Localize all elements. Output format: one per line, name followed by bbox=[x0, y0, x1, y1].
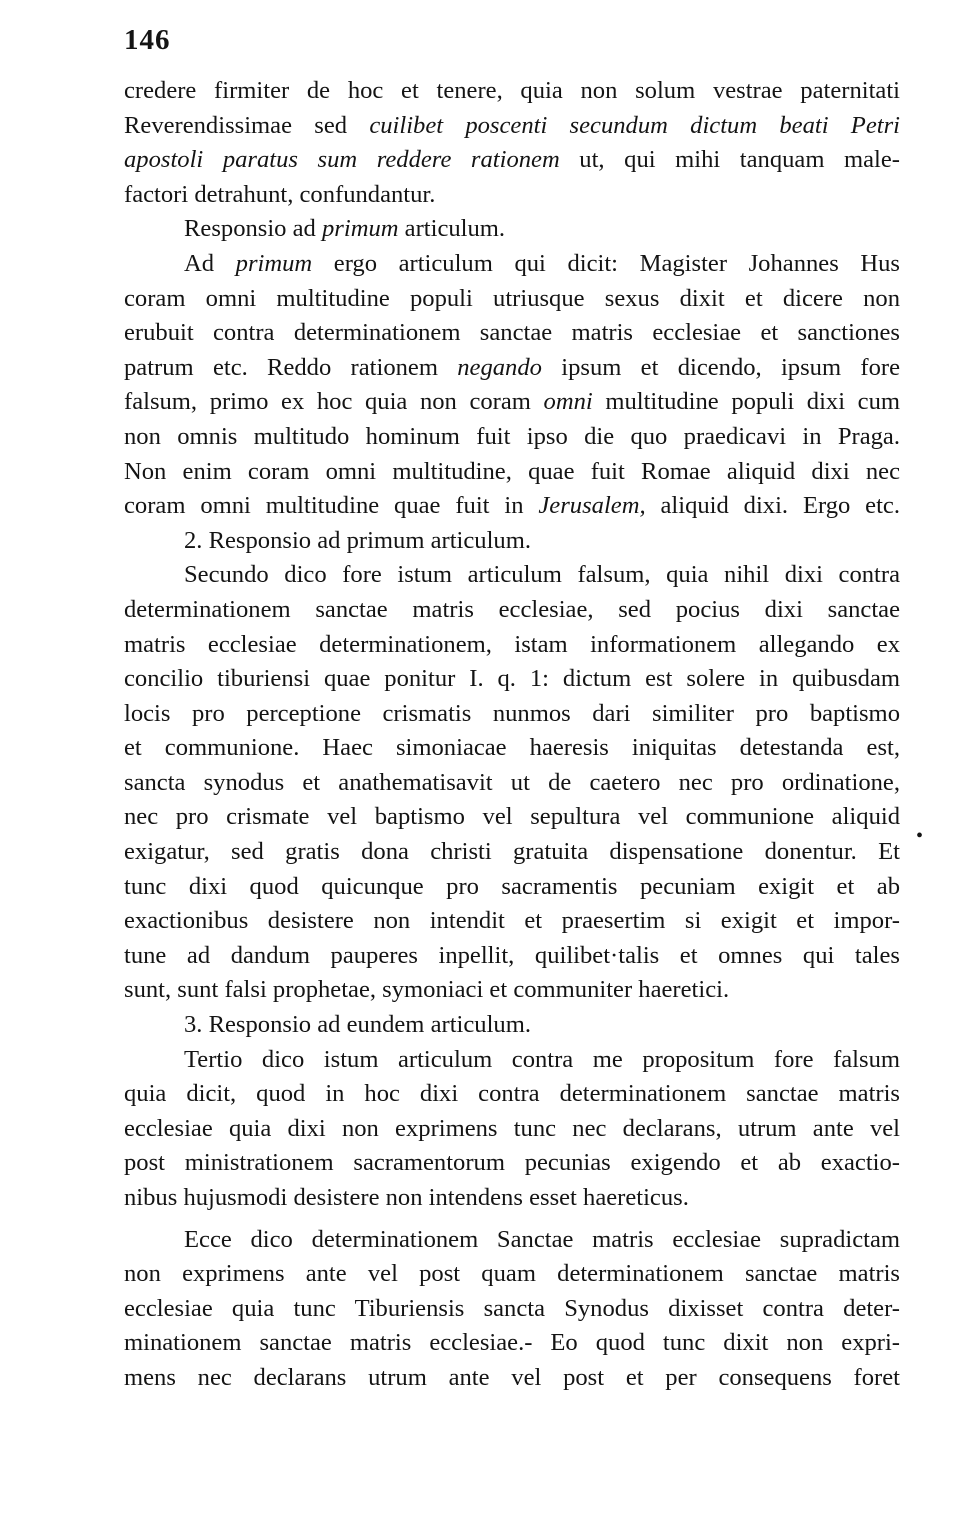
italic-text: negando bbox=[457, 353, 542, 381]
text-line bbox=[124, 800, 900, 835]
text-line bbox=[124, 74, 900, 109]
text-line bbox=[124, 731, 900, 766]
text-line bbox=[124, 939, 900, 974]
italic-text: apostoli paratus sum reddere rationem bbox=[124, 146, 560, 174]
text-segment: non omnis multitudo hominum fuit ipso die quo praedicavi in Praga. bbox=[124, 422, 900, 450]
text-line bbox=[124, 143, 900, 178]
text-segment: ecclesiae quia dixi non exprimens tunc nec declarans, utrum ante vel bbox=[124, 1114, 900, 1142]
text-line bbox=[124, 316, 900, 351]
text-segment: credere firmiter de hoc et tenere, quia non solum vestrae paternitati bbox=[124, 77, 900, 104]
text-line bbox=[124, 351, 900, 386]
text-line bbox=[124, 697, 900, 732]
text-segment: Responsio ad bbox=[184, 215, 322, 243]
text-line bbox=[124, 1043, 900, 1078]
text-line bbox=[124, 1292, 900, 1327]
text-line bbox=[124, 420, 900, 455]
text-segment: determinationem sanctae matris ecclesiae, sed pocius dixi sanctae bbox=[124, 595, 900, 623]
text-segment: nibus hujusmodi desistere non intendens esset haereticus. bbox=[124, 1184, 689, 1211]
italic-text: primum bbox=[235, 249, 313, 277]
text-segment: ecclesiae quia tunc Tiburiensis sancta Synodus dixisset contra deter- bbox=[124, 1294, 900, 1322]
text-segment: Tertio dico istum articulum contra me propositum fore falsum bbox=[184, 1045, 900, 1073]
text-line bbox=[124, 870, 900, 905]
text-segment: Secundo dico fore istum articulum falsum, quia nihil dixi contra bbox=[184, 561, 900, 589]
text-segment: patrum etc. Reddo rationem bbox=[124, 353, 458, 381]
margin-mark: • bbox=[916, 825, 924, 847]
text-line bbox=[124, 628, 900, 663]
text-segment: ut, qui mihi tanquam male- bbox=[559, 146, 900, 174]
text-segment: exactionibus desistere non intendit et praesertim si exigit et impor- bbox=[124, 907, 900, 935]
text-segment: 2. Responsio ad primum articulum. bbox=[184, 526, 532, 554]
text-segment: aliquid dixi. Ergo etc. bbox=[645, 492, 900, 520]
text-segment: Reverendissimae sed bbox=[124, 111, 370, 139]
text-segment: locis pro perceptione crismatis nunmos dari similiter pro baptismo bbox=[124, 699, 900, 727]
text-segment: multitudine populi dixi cum bbox=[592, 388, 900, 416]
text-segment: matris ecclesiae determinationem, istam informationem allegando ex bbox=[124, 630, 900, 658]
body-text bbox=[124, 74, 900, 1396]
text-segment: non exprimens ante vel post quam determinationem sanctae matris bbox=[124, 1260, 900, 1288]
text-segment: nec pro crismate vel baptismo vel sepultura vel communione aliquid bbox=[124, 803, 900, 831]
text-line bbox=[124, 524, 900, 559]
text-line bbox=[124, 1361, 900, 1396]
text-line bbox=[124, 1223, 900, 1258]
text-line bbox=[124, 558, 900, 593]
text-segment: sunt, sunt falsi prophetae, symoniaci et communiter haeretici. bbox=[124, 976, 730, 1004]
text-segment: concilio tiburiensi quae ponitur I. q. 1: dictum est solere in quibusdam bbox=[124, 665, 900, 693]
italic-text: omni bbox=[543, 388, 593, 416]
text-segment: minationem sanctae matris ecclesiae.- Eo quod tunc dixit non expri- bbox=[124, 1329, 900, 1357]
text-segment: 3. Responsio ad eundem articulum. bbox=[184, 1011, 531, 1039]
text-line bbox=[124, 455, 900, 490]
italic-text: Jerusalem, bbox=[538, 492, 646, 520]
text-line bbox=[124, 178, 900, 213]
text-line bbox=[124, 835, 900, 870]
text-line bbox=[124, 904, 900, 939]
text-line bbox=[124, 1326, 900, 1361]
text-segment: tunc dixi quod quicunque pro sacramentis pecuniam exigit et ab bbox=[124, 872, 900, 900]
text-segment: et communione. Haec simoniacae haeresis iniquitas detestanda est, bbox=[124, 734, 900, 762]
italic-text: cuilibet poscenti secundum dictum beati Petri bbox=[369, 111, 900, 139]
text-line bbox=[124, 1146, 900, 1181]
text-segment: sancta synodus et anathematisavit ut de caetero nec pro ordinatione, bbox=[124, 768, 900, 796]
text-line bbox=[124, 489, 900, 524]
page-number: 146 bbox=[124, 24, 171, 56]
text-line bbox=[124, 1077, 900, 1112]
text-segment: mens nec declarans utrum ante vel post et per consequens foret bbox=[124, 1363, 900, 1391]
text-line bbox=[124, 1181, 900, 1216]
text-line bbox=[124, 1112, 900, 1147]
text-line bbox=[124, 385, 900, 420]
text-segment: factori detrahunt, confundantur. bbox=[124, 180, 436, 208]
text-segment: erubuit contra determinationem sanctae matris ecclesiae et sanctiones bbox=[124, 319, 900, 347]
text-line bbox=[124, 247, 900, 282]
text-line bbox=[124, 1008, 900, 1043]
text-line bbox=[124, 282, 900, 317]
text-line bbox=[124, 662, 900, 697]
text-line bbox=[124, 109, 900, 144]
text-segment: quia dicit, quod in hoc dixi contra determinationem sanctae matris bbox=[124, 1080, 900, 1108]
text-segment: exigatur, sed gratis dona christi gratuita dispensatione donentur. Et bbox=[124, 838, 900, 866]
text-segment: falsum, primo ex hoc quia non coram bbox=[124, 388, 544, 416]
italic-text: primum bbox=[322, 215, 399, 243]
text-segment: Ecce dico determinationem Sanctae matris ecclesiae supradictam bbox=[184, 1225, 900, 1253]
text-line bbox=[124, 212, 900, 247]
text-line bbox=[124, 1257, 900, 1292]
text-line bbox=[124, 593, 900, 628]
text-segment: articulum. bbox=[398, 215, 506, 243]
text-segment: ipsum et dicendo, ipsum fore bbox=[541, 353, 900, 381]
text-segment: coram omni multitudine quae fuit in bbox=[124, 492, 539, 520]
text-line bbox=[124, 766, 900, 801]
text-line bbox=[124, 973, 900, 1008]
text-segment: coram omni multitudine populi utriusque sexus dixit et dicere non bbox=[124, 284, 900, 312]
text-segment: Ad bbox=[184, 249, 236, 277]
text-segment: ergo articulum qui dicit: Magister Johannes Hus bbox=[312, 249, 900, 277]
text-segment: post ministrationem sacramentorum pecunias exigendo et ab exactio- bbox=[124, 1149, 900, 1177]
text-segment: Non enim coram omni multitudine, quae fuit Romae aliquid dixi nec bbox=[124, 457, 900, 485]
text-segment: tune ad dandum pauperes inpellit, quilibet·talis et omnes qui tales bbox=[124, 941, 900, 969]
